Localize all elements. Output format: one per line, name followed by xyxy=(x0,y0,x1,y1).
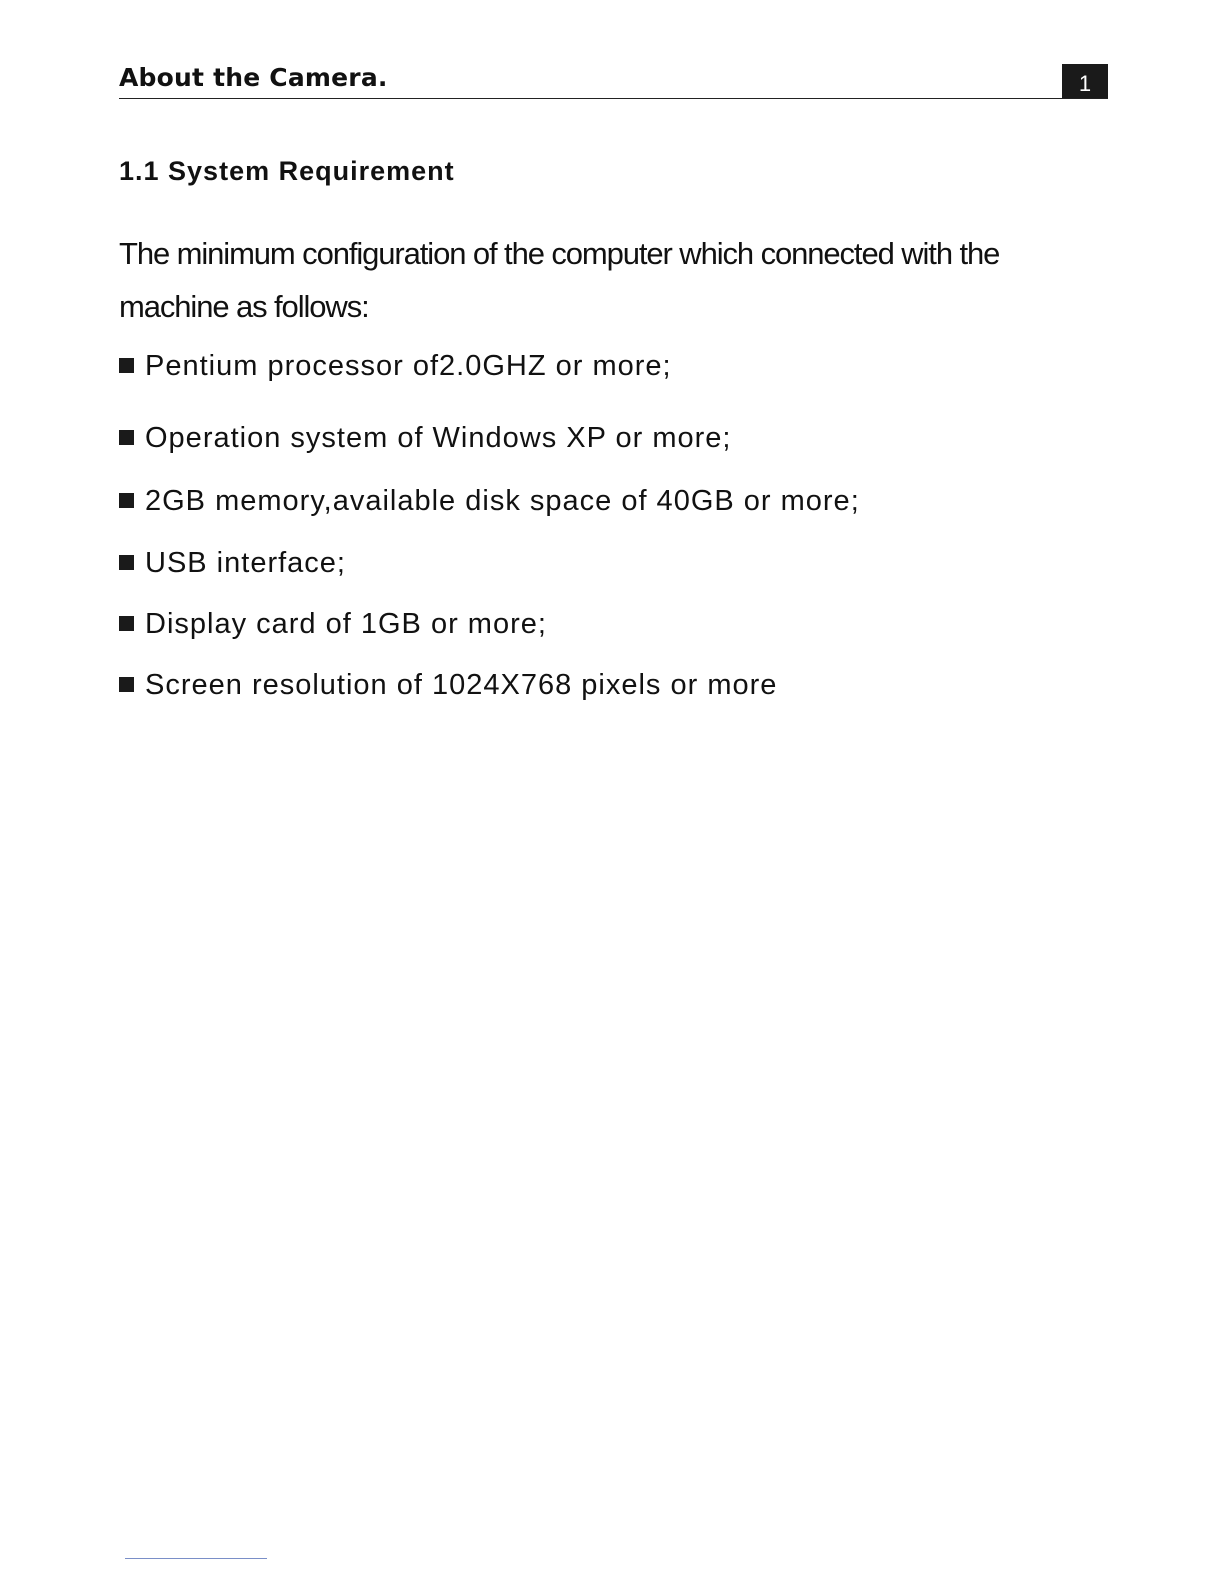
square-bullet-icon xyxy=(119,493,134,508)
requirement-text: Operation system of Windows XP or more; xyxy=(145,422,732,454)
square-bullet-icon xyxy=(119,616,134,631)
page-header xyxy=(119,62,1108,99)
square-bullet-icon xyxy=(119,677,134,692)
requirement-item xyxy=(119,604,547,644)
requirement-item xyxy=(119,418,731,458)
requirement-item xyxy=(119,543,346,583)
requirement-text: USB interface; xyxy=(145,547,346,579)
requirement-text: Pentium processor of2.0GHZ or more; xyxy=(145,350,672,382)
section-heading: 1.1 System Requirement xyxy=(119,156,455,186)
square-bullet-icon xyxy=(119,358,134,373)
page-number-badge: 1 xyxy=(1062,64,1108,98)
square-bullet-icon xyxy=(119,430,134,445)
footer-divider xyxy=(125,1558,267,1559)
requirement-text: Screen resolution of 1024X768 pixels or more xyxy=(145,669,778,701)
intro-paragraph: The minimum configuration of the computer which connected with the machine as follows: xyxy=(119,236,1000,324)
requirement-item xyxy=(119,346,672,386)
chapter-title: About the Camera. xyxy=(119,63,388,92)
requirement-item xyxy=(119,665,777,705)
requirement-text: 2GB memory,available disk space of 40GB or more; xyxy=(145,485,860,517)
square-bullet-icon xyxy=(119,555,134,570)
requirement-text: Display card of 1GB or more; xyxy=(145,608,547,640)
requirement-item xyxy=(119,481,860,521)
